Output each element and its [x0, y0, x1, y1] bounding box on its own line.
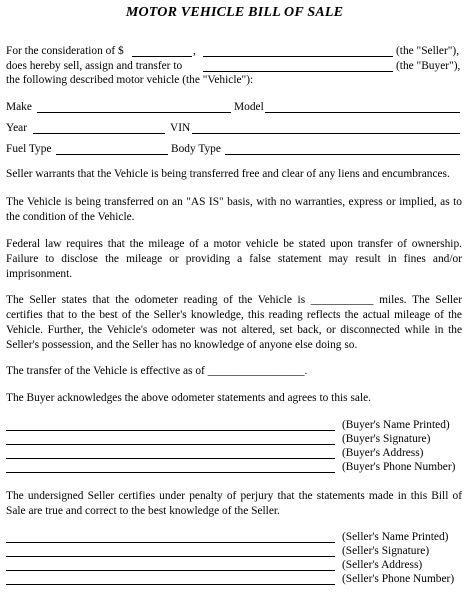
body-type-label: Body Type: [171, 143, 221, 155]
as-is-paragraph: The Vehicle is being transferred on an "AS IS" basis, with no warranties, express or implied, as to the condition of the Vehicle.: [6, 196, 462, 223]
seller-signature-row: [6, 544, 462, 558]
buyer-name-printed-label: (Buyer's Name Printed): [342, 419, 450, 431]
effective-date-blank[interactable]: _________________.: [207, 365, 308, 377]
seller-signature-label: (Seller's Signature): [342, 545, 430, 557]
odometer-reading-blank[interactable]: ___________: [310, 294, 374, 306]
seller-phone-line[interactable]: [6, 584, 335, 585]
seller-certification-paragraph: The undersigned Seller certifies under penalty of perjury that the statements made in this Bill of Sale are true and correct to the best knowledge of the Seller.: [6, 490, 462, 517]
consideration-comma: ,: [193, 45, 196, 57]
vehicle-description-text: the following described motor vehicle (the "Vehicle"):: [6, 74, 254, 86]
buyer-label: (the "Buyer"),: [396, 60, 461, 72]
seller-label: (the "Seller"),: [396, 45, 460, 57]
buyer-address-line[interactable]: [6, 458, 335, 459]
effective-prefix: The transfer of the Vehicle is effective as of: [6, 365, 205, 377]
vin-label: VIN: [170, 122, 191, 134]
seller-address-label: (Seller's Address): [342, 559, 423, 571]
buyer-phone-row: [6, 460, 462, 474]
buyer-signature-label: (Buyer's Signature): [342, 433, 431, 445]
body-type-field-line[interactable]: [225, 154, 460, 155]
seller-phone-row: [6, 572, 462, 586]
consideration-prefix: For the consideration of $: [6, 45, 124, 57]
consideration-row: [6, 44, 462, 58]
warranty-paragraph: Seller warrants that the Vehicle is being transferred free and clear of any liens and encumbrances.: [6, 168, 450, 180]
buyer-name-printed-line[interactable]: [6, 430, 335, 431]
fuel-type-label: Fuel Type: [6, 143, 52, 155]
model-field-line[interactable]: [265, 112, 460, 113]
consideration-amount-line[interactable]: [132, 56, 192, 57]
year-label: Year: [6, 122, 27, 134]
seller-address-row: [6, 558, 462, 572]
effective-date-paragraph: [6, 364, 462, 379]
odometer-prefix: The Seller states that the odometer reading of the Vehicle is: [6, 294, 306, 306]
transfer-text: does hereby sell, assign and transfer to: [6, 60, 183, 72]
vehicle-description-row: [6, 73, 462, 87]
year-field-line[interactable]: [33, 133, 165, 134]
document-title: MOTOR VEHICLE BILL OF SALE: [125, 5, 344, 20]
make-field-line[interactable]: [37, 112, 231, 113]
make-label: Make: [6, 101, 32, 113]
seller-name-printed-label: (Seller's Name Printed): [342, 531, 449, 543]
seller-phone-label: (Seller's Phone Number): [342, 573, 455, 585]
buyer-signature-row: [6, 432, 462, 446]
federal-law-paragraph: Federal law requires that the mileage of a motor vehicle be stated upon transfer of ownership. Failure to disclose the mileage or providing a false statement may result in fines and/or imprisonment.: [6, 238, 462, 280]
buyer-phone-line[interactable]: [6, 472, 335, 473]
fuel-body-row: [6, 142, 462, 156]
buyer-address-label: (Buyer's Address): [342, 447, 424, 459]
model-label: Model: [234, 101, 264, 113]
buyer-name-line[interactable]: [203, 71, 393, 72]
buyer-address-row: [6, 446, 462, 460]
odometer-suffix: miles. The Seller certifies that to the best of the Seller's knowledge, this reading reflects the actual mileage of the Vehicle. Further, the Vehicle's odometer was not altered, set back, or disconnected while in the Seller's possession, and the Seller has no knowledge of anyone else doing so.: [6, 294, 462, 351]
buyer-phone-label: (Buyer's Phone Number): [342, 461, 456, 473]
seller-name-line[interactable]: [203, 56, 393, 57]
vin-field-line[interactable]: [192, 133, 460, 134]
seller-signature-line[interactable]: [6, 556, 335, 557]
buyer-signature-line[interactable]: [6, 444, 335, 445]
seller-address-line[interactable]: [6, 570, 335, 571]
buyer-name-printed-row: [6, 418, 462, 432]
make-model-row: [6, 100, 462, 114]
seller-name-printed-line[interactable]: [6, 542, 335, 543]
fuel-type-field-line[interactable]: [56, 154, 168, 155]
odometer-paragraph: [6, 293, 462, 353]
seller-name-printed-row: [6, 530, 462, 544]
transfer-row: [6, 59, 462, 73]
year-vin-row: [6, 121, 462, 135]
buyer-acknowledgement-paragraph: The Buyer acknowledges the above odometer statements and agrees to this sale.: [6, 392, 372, 404]
